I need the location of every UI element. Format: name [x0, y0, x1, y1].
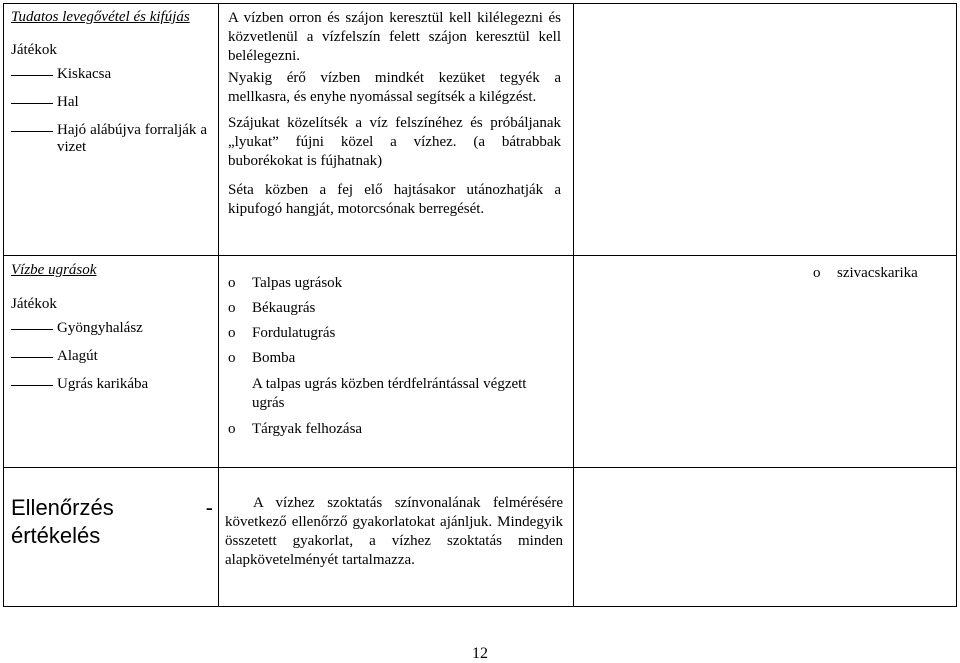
paragraph: A vízben orron és szájon keresztül kell kilélegezni és közvetlenül a vízfelszín felett szájon keresztül kell belélegezni.	[228, 10, 561, 64]
section-title-breathing: Tudatos levegővétel és kifújás	[11, 9, 190, 25]
game-item	[11, 320, 207, 337]
game-label: Hajó alábújva forralják a vizet	[57, 122, 207, 155]
list-item-label: szivacskarika	[837, 265, 918, 281]
game-label: Hal	[57, 94, 79, 110]
game-item	[11, 376, 207, 393]
row-divider-1	[3, 255, 957, 256]
evaluation-text: A vízhez szoktatás színvonalának felmérésére következő ellenőrző gyakorlatokat ajánljuk. Mindegyik összetett gyakorlat, a vízhez szoktatás minden alapkövetelményét tartalmazza.	[225, 495, 563, 568]
paragraph: Nyakig érő vízben mindkét kezüket tegyék a mellkasra, és enyhe nyomással segítsék a kilégzést.	[228, 70, 561, 105]
section-title-jumps: Vízbe ugrások	[11, 262, 97, 278]
list-item-label: Tárgyak felhozása	[252, 421, 363, 437]
list-item	[228, 421, 561, 438]
games-label: Játékok	[11, 296, 57, 312]
page-number: 12	[472, 645, 488, 662]
lesson-table	[3, 3, 957, 607]
table-border-top	[3, 3, 957, 4]
column-divider-2	[573, 3, 574, 607]
hyphen: -	[205, 495, 213, 520]
game-item	[11, 66, 207, 83]
bomb-note: A talpas ugrás közben térdfelrántással végzett ugrás	[252, 376, 527, 411]
game-label: Kiskacsa	[57, 66, 112, 82]
list-item	[228, 300, 561, 317]
bullet-marker: o	[228, 350, 236, 366]
table-border-left	[3, 3, 4, 607]
row3-left-cell	[11, 494, 213, 550]
evaluation-word: Ellenőrzés	[11, 495, 114, 520]
bullet-marker: o	[228, 421, 236, 437]
list-item-label: Talpas ugrások	[252, 275, 343, 291]
paragraph: Szájukat közelítsék a víz felszínéhez és próbáljanak „lyukat” fújni közel a vízhez. (a bátrabbak buborékokat is fújhatnak)	[228, 115, 561, 169]
table-border-bottom	[3, 606, 957, 607]
game-label: Gyöngyhalász	[57, 320, 143, 336]
list-item	[228, 275, 561, 292]
paragraph: Séta közben a fej elő hajtásakor utánozhatják a kipufogó hangját, motorcsónak berregését.	[228, 182, 561, 217]
bullet-marker: o	[228, 300, 236, 316]
bullet-marker: o	[228, 325, 236, 341]
bullet-marker: o	[228, 275, 236, 291]
dash-marker	[11, 385, 53, 386]
game-label: Alagút	[57, 348, 98, 364]
table-border-right	[956, 3, 957, 607]
dash-marker	[11, 131, 53, 132]
dash-marker	[11, 357, 53, 358]
game-item	[11, 348, 207, 365]
dash-marker	[11, 75, 53, 76]
game-item	[11, 122, 207, 156]
evaluation-word-2: értékelés	[11, 523, 101, 548]
games-label: Játékok	[11, 42, 57, 58]
list-item-label: Békaugrás	[252, 300, 316, 316]
game-item	[11, 94, 207, 111]
dash-marker	[11, 329, 53, 330]
list-item	[228, 325, 561, 342]
row3-middle-cell	[225, 494, 563, 570]
row2-left-cell	[11, 262, 207, 393]
column-divider-1	[218, 3, 219, 607]
list-item-label: Fordulatugrás	[252, 325, 336, 341]
dash-marker	[11, 103, 53, 104]
row1-left-cell	[11, 9, 207, 156]
row-divider-2	[3, 467, 957, 468]
list-item-label: Bomba	[252, 350, 296, 366]
game-label: Ugrás karikába	[57, 376, 149, 392]
row1-middle-cell	[228, 9, 561, 219]
row2-middle-cell	[228, 275, 561, 446]
list-item	[813, 265, 946, 282]
row2-right-cell	[586, 265, 946, 290]
list-item	[228, 350, 561, 367]
evaluation-heading-line1	[11, 494, 213, 522]
bullet-marker: o	[813, 265, 821, 281]
